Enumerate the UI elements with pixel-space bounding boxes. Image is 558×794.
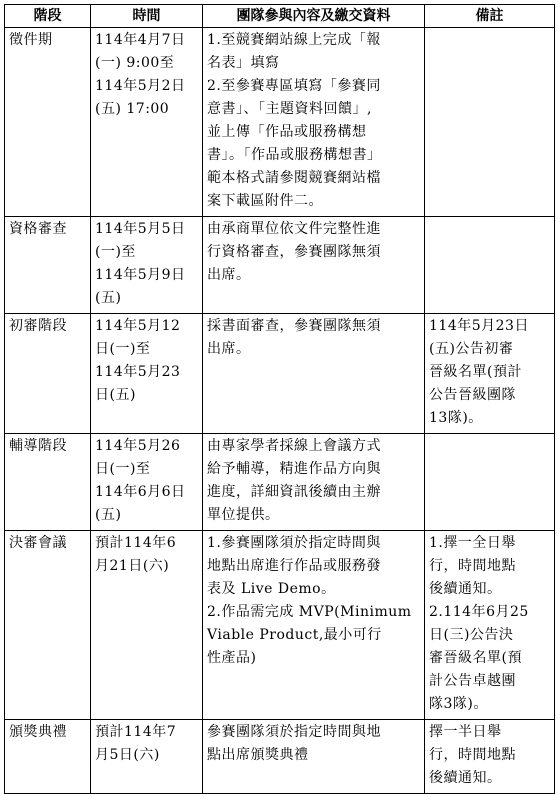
stage-cell: 決審會議: [5, 531, 91, 720]
note-cell: [425, 217, 555, 314]
time-cell: 114年4月7日 (一) 9:00至 114年5月2日 (五) 17:00: [91, 28, 203, 217]
stage-cell: 輔導階段: [5, 434, 91, 531]
stage-cell: 頒獎典禮: [5, 720, 91, 794]
note-cell: [425, 28, 555, 217]
table-row: [5, 314, 555, 434]
note-cell: 114年5月23日 (五)公告初審 晉級名單(預計 公告晉級團隊 13隊)。: [425, 314, 555, 434]
stage-cell: 資格審查: [5, 217, 91, 314]
time-cell: 114年5月12 日(一)至 114年5月23 日(五): [91, 314, 203, 434]
stage-cell: 初審階段: [5, 314, 91, 434]
header-row: [5, 5, 555, 28]
table-row: [5, 720, 555, 794]
content-cell: 由承商單位依文件完整性進 行資格審查，參賽團隊無須 出席。: [203, 217, 425, 314]
content-cell: 1.至競賽網站線上完成「報 名表」填寫 2.至參賽專區填寫「參賽同 意書」、「主題資料回饋」, 並上傳「作品或服務構想 書」。「作品或服務構想書」 範本格式請參閱競賽網站檔 案下載區附件二。: [203, 28, 425, 217]
header-stage: 階段: [5, 5, 91, 28]
table-row: [5, 217, 555, 314]
content-cell: 1.參賽團隊須於指定時間與 地點出席進行作品或服務發 表及 Live Demo。 2.作品需完成 MVP(Minimum Viable Product,最小可行 性產品): [203, 531, 425, 720]
time-cell: 114年5月26 日(一)至 114年6月6日 (五): [91, 434, 203, 531]
content-cell: 由專家學者採線上會議方式 給予輔導，精進作品方向與 進度，詳細資訊後續由主辦 單位提供。: [203, 434, 425, 531]
time-cell: 114年5月5日 (一)至 114年5月9日 (五): [91, 217, 203, 314]
header-content: 團隊參與內容及繳交資料: [203, 5, 425, 28]
table-row: [5, 434, 555, 531]
table-row: [5, 28, 555, 217]
note-cell: 擇一半日舉 行，時間地點 後續通知。: [425, 720, 555, 794]
table-row: [5, 531, 555, 720]
note-cell: [425, 434, 555, 531]
note-cell: 1.擇一全日舉 行，時間地點 後續通知。 2.114年6月25 日(三)公告決 審晉級名單(預 計公告卓越團 隊3隊)。: [425, 531, 555, 720]
header-time: 時間: [91, 5, 203, 28]
time-cell: 預計114年6 月21日(六): [91, 531, 203, 720]
time-cell: 預計114年7 月5日(六): [91, 720, 203, 794]
content-cell: 參賽團隊須於指定時間與地 點出席頒獎典禮: [203, 720, 425, 794]
header-note: 備註: [425, 5, 555, 28]
content-cell: 採書面審查，參賽團隊無須 出席。: [203, 314, 425, 434]
schedule-table: [4, 4, 555, 794]
stage-cell: 徵件期: [5, 28, 91, 217]
